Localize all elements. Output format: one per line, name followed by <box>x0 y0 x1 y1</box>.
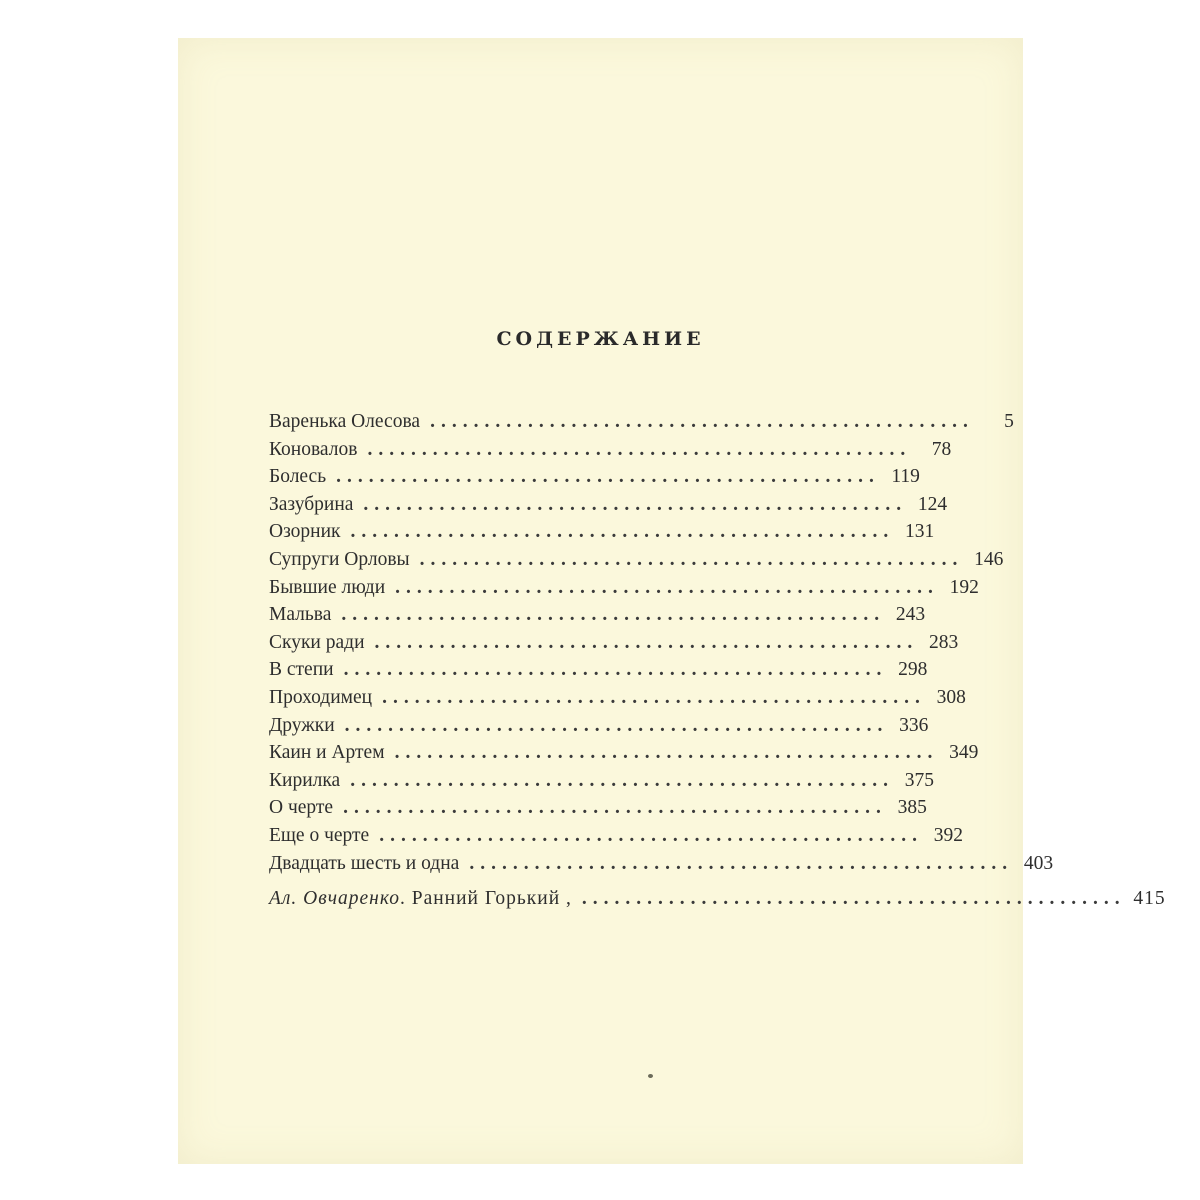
toc-entry-title: Проходимец <box>269 686 373 708</box>
toc-entry-page: 243 <box>895 604 926 626</box>
toc-entry-page: 392 <box>933 824 963 846</box>
dot-leader: .................................................. <box>336 466 880 488</box>
page-title: СОДЕРЖАНИЕ <box>496 328 705 350</box>
toc-entry-page: 298 <box>898 659 928 681</box>
toc-entry-page: 415 <box>1133 888 1166 910</box>
toc-entry <box>269 491 948 519</box>
toc-entry-title: Озорник <box>269 521 341 543</box>
toc-entry-title <box>269 885 572 913</box>
toc-entry-title: Двадцать шесть и одна <box>269 852 460 874</box>
toc-entry <box>269 656 928 684</box>
toc-entry <box>269 408 1014 436</box>
toc-entry-page: 403 <box>1023 852 1054 874</box>
dot-leader: .................................................. <box>394 742 939 764</box>
toc-entry-page: 78 <box>931 438 952 460</box>
toc-afterword-entry <box>269 885 1166 913</box>
afterword-author: Ал. Овчаренко <box>269 888 400 910</box>
book-page <box>178 38 1166 1164</box>
toc-entry-page: 131 <box>905 521 935 543</box>
toc-entry-page: 146 <box>974 548 1004 570</box>
toc-entry <box>269 739 979 767</box>
toc-entry-title: Дружки <box>269 714 335 736</box>
toc-entry <box>269 574 979 602</box>
toc-entry-page: 5 <box>1004 411 1014 432</box>
dot-leader: .................................................. <box>374 631 919 653</box>
dot-leader: .................................................. <box>343 659 888 681</box>
toc-entry-title: Каин и Артем <box>269 742 385 764</box>
toc-entry <box>269 546 1004 574</box>
toc-entry-page: 124 <box>917 493 948 515</box>
toc-entry-title: Зазубрина <box>269 493 354 515</box>
dot-leader: .................................................. <box>395 576 939 598</box>
toc-entry-title: Еще о черте <box>269 824 370 846</box>
dot-leader: .................................................. <box>469 852 1014 874</box>
toc-entry <box>269 850 1054 878</box>
dot-leader: .................................................. <box>379 824 923 846</box>
toc-entry <box>269 518 935 546</box>
toc-entry-title: Болесь <box>269 466 327 488</box>
toc-entry-page: 119 <box>891 466 920 488</box>
toc-entry-page: 336 <box>899 714 929 736</box>
toc-entry <box>269 767 934 795</box>
toc-entry-title: Варенька Олесова <box>269 411 421 432</box>
toc-entry-title: Бывшие люди <box>269 576 386 598</box>
toc-entry-title: Коновалов <box>269 438 358 460</box>
dot-leader: .................................................. <box>430 411 974 432</box>
afterword-title: . Ранний Горький , <box>399 888 572 910</box>
dot-leader: .................................................. <box>363 493 908 515</box>
dot-leader: .................................................. <box>367 438 912 460</box>
toc-entry-page: 283 <box>929 631 959 653</box>
dot-leader: .................................................. <box>343 797 887 819</box>
dot-leader: .................................................. <box>344 714 889 736</box>
dot-leader: .................................................. <box>350 769 894 791</box>
table-of-contents <box>269 408 1166 913</box>
toc-entry <box>269 436 952 464</box>
toc-entry <box>269 794 927 822</box>
toc-entry-page: 349 <box>949 742 979 764</box>
paper-speck <box>648 1074 653 1078</box>
toc-entry <box>269 712 929 740</box>
dot-leader: .................................................. <box>341 604 886 626</box>
toc-entry <box>269 684 966 712</box>
toc-entry-page: 385 <box>897 797 927 819</box>
toc-entry-title: Мальва <box>269 604 332 626</box>
toc-entry-title: Супруги Орловы <box>269 548 410 570</box>
toc-entry <box>269 601 926 629</box>
dot-leader: .................................................. <box>350 521 895 543</box>
toc-entry <box>269 629 959 657</box>
dot-leader: .................................................. <box>382 686 926 708</box>
toc-entry-page: 308 <box>936 686 966 708</box>
toc-entry <box>269 822 963 850</box>
toc-entry-title: В степи <box>269 659 334 681</box>
dot-leader: .................................................. <box>581 888 1126 910</box>
toc-entry-page: 192 <box>949 576 979 598</box>
dot-leader: .................................................. <box>419 548 964 570</box>
toc-entry-title: Кирилка <box>269 769 341 791</box>
toc-entry-title: О черте <box>269 797 334 819</box>
toc-entry <box>269 463 920 491</box>
toc-entry-page: 375 <box>904 769 934 791</box>
toc-entry-title: Скуки ради <box>269 631 365 653</box>
